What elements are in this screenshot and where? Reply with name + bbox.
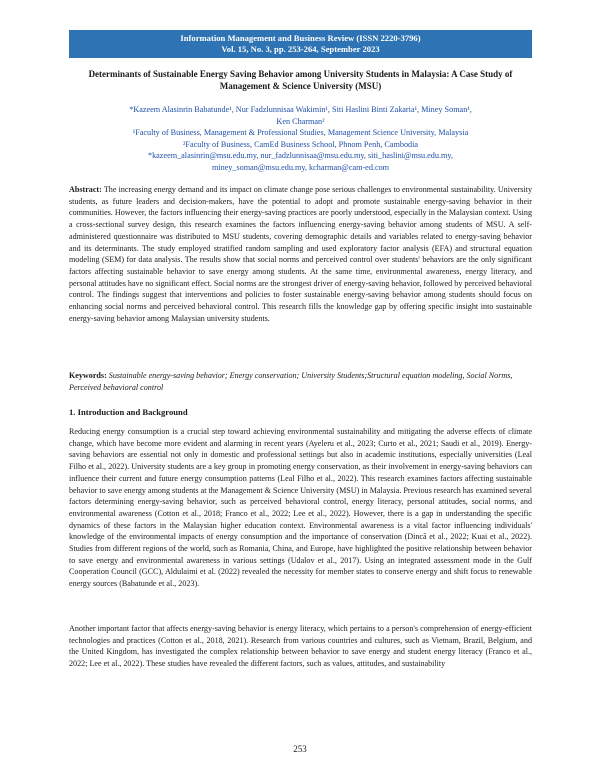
affiliation-1: ¹Faculty of Business, Management & Professional Studies, Management Science University, Malaysia [132,128,469,138]
author-names: *Kazeem Alasinrin Babatunde¹, Nur Fadzlunnisaa Wakimin¹, Siti Haslini Binti Zakaria¹, Miney Soman¹, [129,105,472,114]
author-names-cont: Ken Charman² [276,116,325,126]
body-paragraph-1: Reducing energy consumption is a crucial step toward achieving environmental sustainability and mitigating the adverse effects of climate change, which have become more evident and alarming in recent years (Ayeleru et al., 2023; Curto et al., 2021; Saudi et al., 2019). Energy-saving behaviors are essential not only in domestic and professional settings but also in academic institutions, especially universities (Leal Filho et al., 2022). University students are a key group in promoting energy conservation, as their involvement in energy-saving behaviors can influence their current and future energy consumption patterns (Leal Filho et al., 2022). This research examines factors affecting sustainable behavior to save energy among students at the Management & Science University (MSU) in Malaysia. Previous research has examined several factors determining energy-saving behavior, such as perceived behavioral control, energy literacy, personal attitudes, social norms, and environmental awareness (Cotton et al., 2018; Franco et al., 2022; Lee et al., 2022). However, there is a gap in understanding the specific dynamics of these factors in the Malaysian higher education context. Environmental awareness is a vital factor influencing individuals' knowledge of the environmental impacts of energy consumption and the importance of conservation (Dincă et al., 2022; Kuai et al., 2022). Studies from different regions of the world, such as Romania, China, and Europe, have highlighted the positive relationship between behavior to save energy and environmental awareness in various settings (Udalov et al., 2017). Using an integrated assessment mode in the Gulf Cooperation Council (GCC), Aldulaimi et al. (2022) revealed the necessity for member states to conserve energy and shift focus to renewable energy sources (Babatunde et al., 2023). [69,427,532,589]
journal-header-band [69,30,532,58]
keywords [69,370,532,393]
abstract-text: The increasing energy demand and its impact on climate change pose serious challenges to environmental sustainability. University students, as future leaders and decision-makers, have the potential to adopt and promote sustainable energy-saving behavior in their communities. However, the factors influencing their energy-saving practices are poorly understood, especially in the Malaysian context. Using a cross-sectional survey design, this research examines the factors influencing energy-saving behavior among students of MSU. A self-administered questionnaire was distributed to MSU students, covering demographic details and variables related to energy-saving behavior and its determinants. The study employed stratified random sampling and used exploratory factor analysis (EFA) and structural equation modeling (SEM) for data analysis. The results show that social norms and perceived control over students' behaviors are the only significant factors affecting sustainable behavior to save energy among students. At the same time, environmental awareness, energy literacy, and personal attitudes have no significant effect. Social norms are the strongest driver of energy-saving behavior, followed by perceived behavioral control. The findings suggest that interventions and policies to foster sustainable energy-saving behavior among students should focus on enhancing social norms and perceived behavioral control. This research fills the knowledge gap by offering specific insight into sustainable energy-saving behavior among Malaysian university students. [69,185,532,323]
keywords-label: Keywords: [69,371,107,380]
abstract-label: Abstract: [69,185,102,194]
author-emails[interactable]: *kazeem_alasinrin@msu.edu.my, nur_fadzlunnisaa@msu.edu.my, siti_haslini@msu.edu.my, [147,151,454,161]
keywords-text: Sustainable energy-saving behavior; Energy conservation; University Students;Structural equation modeling, Social Norms, Perceived behavioral control [69,371,513,392]
author-emails-cont[interactable]: miney_soman@msu.edu.my, kcharman@cam-ed.com [211,162,390,172]
paper-title: Determinants of Sustainable Energy Saving Behavior among University Students in Malaysia: A Case Study of Management & Science University (MSU) [88,69,513,91]
affiliation-2: ²Faculty of Business, CamEd Business School, Phnom Penh, Cambodia [182,139,419,149]
page-number: 253 [293,744,307,754]
journal-name: Information Management and Business Review (ISSN 2220-3796) [180,33,421,43]
body-paragraph-2: Another important factor that affects energy-saving behavior is energy literacy, which pertains to a person's comprehension of energy-efficient technologies and practices (Cotton et al., 2018, 2021). Research from various countries and cultures, such as Vietnam, Brazil, Belgium, and the United Kingdom, has investigated the complex relationship between behavior to save energy and student energy literacy (Franco et al., 2022; Lee et al., 2022). These studies have revealed the different factors, such as values, attitudes, and sustainability [69,624,532,669]
journal-volume: Vol. 15, No. 3, pp. 253-264, September 2023 [221,44,380,54]
author-block [69,104,532,174]
abstract [69,184,532,324]
section-heading: 1. Introduction and Background [69,407,188,417]
